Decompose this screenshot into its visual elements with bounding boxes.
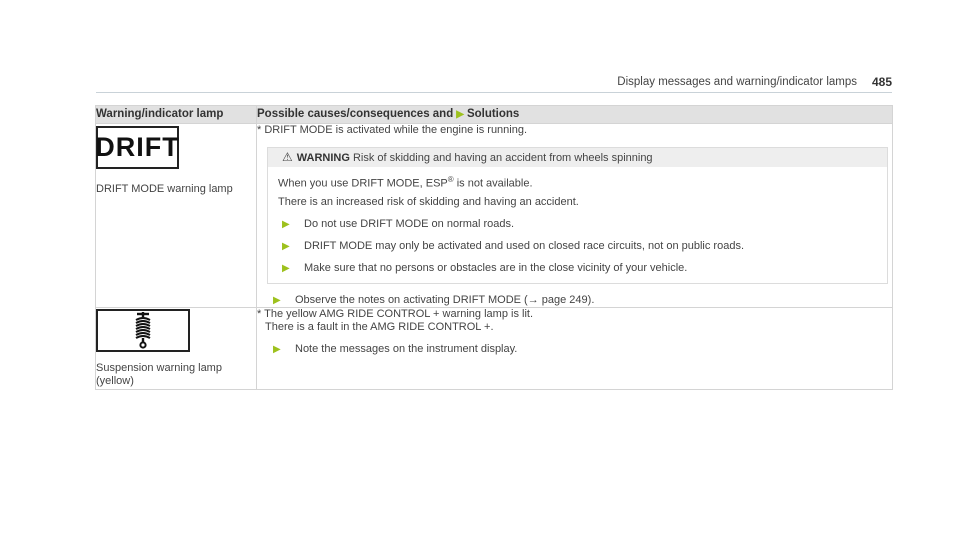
- column-header-lamp: Warning/indicator lamp: [96, 106, 257, 124]
- suspension-solution: Note the messages on the instrument display.: [295, 342, 518, 355]
- cause-cell-suspension: [257, 307, 893, 389]
- running-header: Display messages and warning/indicator lamps: [617, 76, 857, 88]
- list-item: [278, 240, 887, 253]
- suspension-cause-2: There is a fault in the AMG RIDE CONTROL +.: [265, 320, 494, 333]
- list-item: [278, 218, 887, 231]
- suspension-lamp-label: [96, 362, 256, 388]
- drift-lamp-label: DRIFT MODE warning lamp: [96, 183, 233, 195]
- lamp-cell-suspension: [96, 307, 257, 389]
- warning-line-esp-end: is not available.: [453, 177, 533, 190]
- list-item: [269, 294, 892, 307]
- warning-title: Risk of skidding and having an accident from wheels spinning: [352, 152, 653, 164]
- triangle-right-icon: ▶: [273, 343, 281, 355]
- suspension-label-line1: Suspension warning lamp: [96, 361, 222, 374]
- triangle-right-icon: ▶: [456, 109, 464, 120]
- drift-lamp-icon: [96, 126, 179, 169]
- table-row-drift: [96, 124, 893, 308]
- warning-line-risk: There is an increased risk of skidding and having an accident.: [278, 195, 579, 208]
- suspension-lamp-icon: [96, 309, 190, 352]
- drift-solution: Observe the notes on activating DRIFT MODE (→ page 249).: [295, 293, 595, 306]
- table-header-row: [96, 106, 893, 124]
- bullet-text: Make sure that no persons or obstacles are in the close vicinity of your vehicle.: [304, 261, 688, 274]
- drift-cause: * DRIFT MODE is activated while the engine is running.: [257, 124, 528, 136]
- warning-body: [268, 167, 887, 283]
- suspension-spring-icon: [131, 311, 155, 349]
- column-header-solutions-text: Solutions: [466, 108, 520, 120]
- suspension-cause-1: * The yellow AMG RIDE CONTROL + warning lamp is lit.: [257, 307, 533, 320]
- triangle-right-icon: ▶: [273, 294, 281, 306]
- warning-line-esp-start: When you use DRIFT MODE, ESP: [278, 177, 448, 190]
- warning-box: [267, 147, 888, 284]
- triangle-right-icon: ▶: [282, 262, 290, 274]
- lamp-cell-drift: [96, 124, 257, 308]
- column-header-causes-text: Possible causes/consequences and: [257, 108, 454, 120]
- warning-triangle-icon: ⚠: [282, 150, 293, 164]
- warning-header: [268, 148, 887, 167]
- warning-label: WARNING: [296, 152, 350, 164]
- cause-cell-drift: [257, 124, 893, 308]
- warning-lamp-table: [95, 105, 893, 390]
- drift-lamp-text: DRIFT: [95, 132, 180, 162]
- column-header-causes: [257, 106, 893, 124]
- list-item: [278, 262, 887, 275]
- table-row-suspension: [96, 307, 893, 389]
- triangle-right-icon: ▶: [282, 240, 290, 252]
- bullet-text: Do not use DRIFT MODE on normal roads.: [304, 217, 515, 230]
- header-rule: [96, 92, 892, 93]
- warning-line-esp: [278, 173, 887, 191]
- list-item: [269, 343, 892, 356]
- bullet-text: DRIFT MODE may only be activated and used on closed race circuits, not on public roads.: [304, 239, 745, 252]
- page-number: 485: [871, 75, 892, 89]
- suspension-label-line2: (yellow): [96, 374, 134, 387]
- registered-mark: ®: [447, 175, 454, 184]
- triangle-right-icon: ▶: [282, 218, 290, 230]
